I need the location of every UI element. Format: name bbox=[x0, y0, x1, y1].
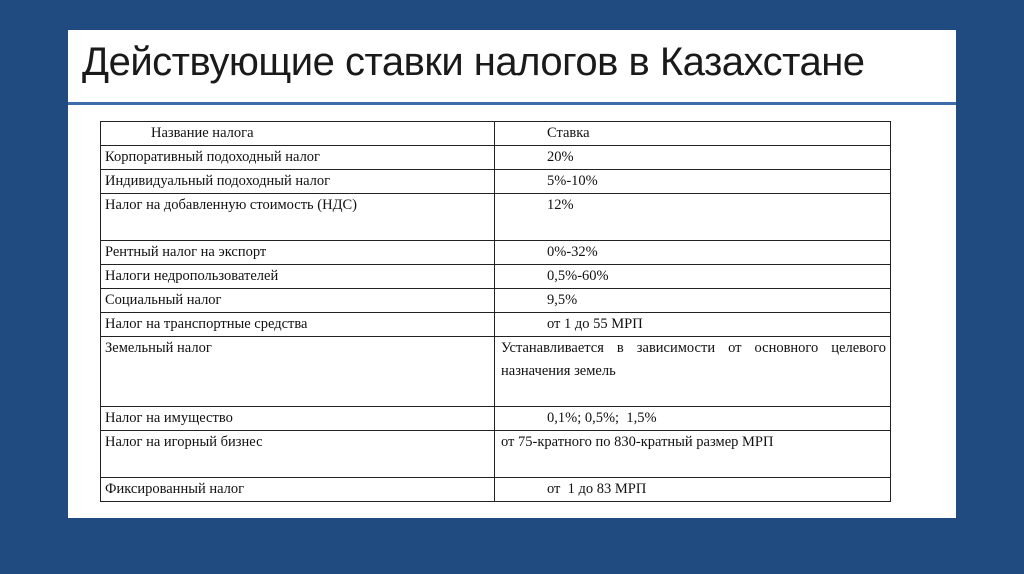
table-row bbox=[101, 194, 891, 241]
table-row bbox=[101, 431, 891, 478]
header-tax-name: Название налога bbox=[101, 122, 495, 146]
tax-rate-cell: от 75-кратного по 830-кратный размер МРП bbox=[495, 431, 891, 478]
tax-name-cell: Рентный налог на экспорт bbox=[101, 241, 495, 265]
tax-name-cell: Корпоративный подоходный налог bbox=[101, 146, 495, 170]
tax-rate-cell: от 1 до 55 МРП bbox=[495, 313, 891, 337]
table-row bbox=[101, 289, 891, 313]
table-row bbox=[101, 265, 891, 289]
table-row bbox=[101, 407, 891, 431]
tax-name-cell: Налог на игорный бизнес bbox=[101, 431, 495, 478]
tax-rate-cell: 0%-32% bbox=[495, 241, 891, 265]
table-row bbox=[101, 170, 891, 194]
tax-name-cell: Земельный налог bbox=[101, 337, 495, 407]
tax-rate-cell: 20% bbox=[495, 146, 891, 170]
tax-rate-cell: 0,5%-60% bbox=[495, 265, 891, 289]
tax-rates-table bbox=[100, 121, 891, 502]
title-underline bbox=[68, 102, 956, 105]
tax-name-cell: Налоги недропользователей bbox=[101, 265, 495, 289]
header-rate: Ставка bbox=[495, 122, 891, 146]
tax-rate-cell: от 1 до 83 МРП bbox=[495, 478, 891, 502]
tax-name-cell: Налог на имущество bbox=[101, 407, 495, 431]
table-row bbox=[101, 146, 891, 170]
tax-rate-cell: 0,1%; 0,5%; 1,5% bbox=[495, 407, 891, 431]
table-row bbox=[101, 337, 891, 407]
tax-name-cell: Фиксированный налог bbox=[101, 478, 495, 502]
table-row bbox=[101, 313, 891, 337]
table-row bbox=[101, 478, 891, 502]
slide bbox=[68, 30, 956, 518]
tax-rate-cell: 9,5% bbox=[495, 289, 891, 313]
table-row bbox=[101, 241, 891, 265]
tax-name-cell: Налог на добавленную стоимость (НДС) bbox=[101, 194, 495, 241]
table-header-row bbox=[101, 122, 891, 146]
tax-name-cell: Социальный налог bbox=[101, 289, 495, 313]
tax-name-cell: Индивидуальный подоходный налог bbox=[101, 170, 495, 194]
slide-title: Действующие ставки налогов в Казахстане bbox=[82, 40, 865, 84]
tax-rate-cell: 12% bbox=[495, 194, 891, 241]
tax-rate-cell: Устанавливается в зависимости от основного целевого назначения земель bbox=[495, 337, 891, 407]
tax-rate-cell: 5%-10% bbox=[495, 170, 891, 194]
tax-name-cell: Налог на транспортные средства bbox=[101, 313, 495, 337]
